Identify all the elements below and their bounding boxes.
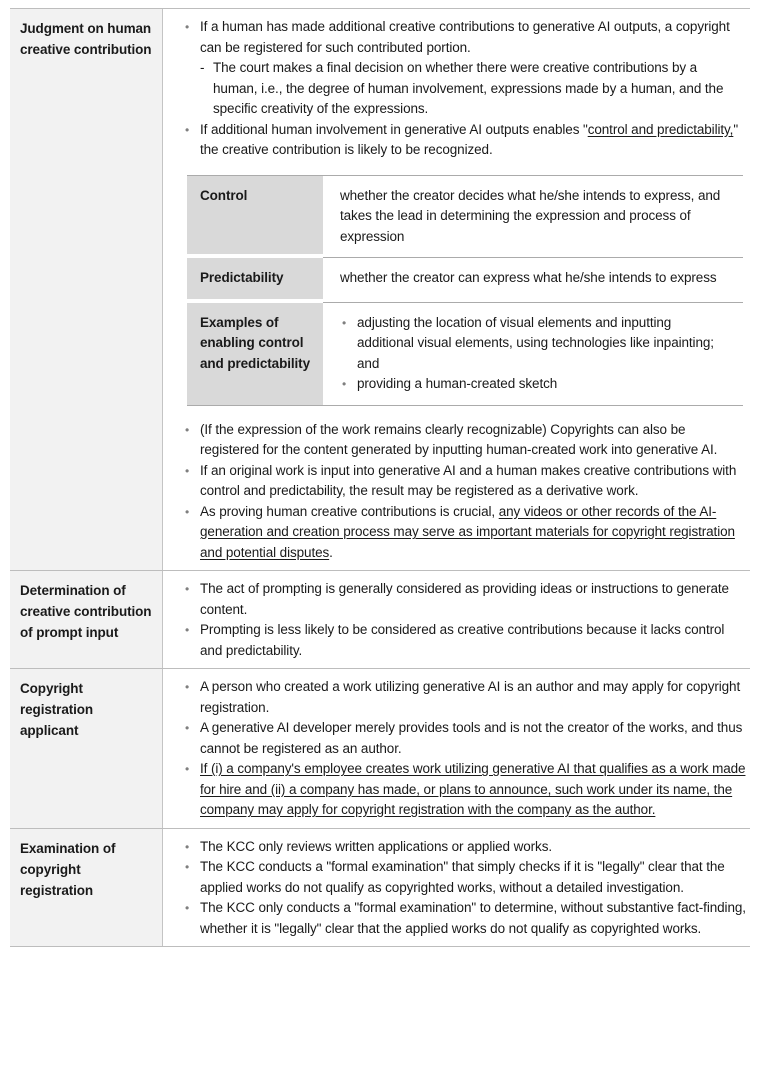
criteria-text (323, 303, 743, 405)
criteria-text: whether the creator can express what he/she intends to express (323, 258, 743, 303)
criteria-table (187, 175, 743, 406)
list-item (163, 579, 748, 620)
policy-table (10, 8, 750, 947)
list-item-text: If a human has made additional creative contributions to generative AI outputs, a copyright can be registered for such contributed portion. (200, 19, 730, 55)
criteria-row-examples (187, 303, 743, 405)
list-item-text: The KCC only conducts a "formal examination" to determine, without substantive fact-finding, whether it is "legally" clear that the applied works do not qualify as copyrighted works. (200, 900, 746, 936)
table-row-judgment (10, 9, 750, 571)
list-item (163, 837, 748, 858)
list-item-text: If an original work is input into generative AI and a human makes creative contributions with control and predictability, the result may be registered as a derivative work. (200, 462, 737, 498)
list-item-text: A person who created a work utilizing generative AI is an author and may apply for copyright registration. (200, 679, 741, 715)
row-content (163, 829, 750, 947)
row-content (163, 9, 750, 570)
list-item-text: Prompting is less likely to be considered as creative contributions because it lacks control and predictability. (200, 622, 725, 658)
criteria-list-item: • adjusting the location of visual elements and inputting additional visual elements, using technologies like inpainting; and (340, 313, 729, 375)
underlined-text: If (i) a company's employee creates work utilizing generative AI that qualifies as a work made for hire and (ii) a company has made, or plans to announce, such work under its name, the company may apply for copyright registration with the company as the author. (200, 761, 746, 817)
criteria-label: Control (187, 176, 323, 259)
list-item-text: The KCC conducts a "formal examination" that simply checks if it is "legally" clear that the applied works do not qualify as copyrighted works, without a detailed investigation. (200, 859, 725, 895)
list-item (163, 461, 748, 502)
list-item-text: As proving human creative contributions is crucial, (200, 503, 499, 519)
list-item-text: The act of prompting is generally considered as providing ideas or instructions to generate content. (200, 581, 729, 617)
row-header: Judgment on human creative contribution (10, 9, 163, 570)
table-row-applicant (10, 669, 750, 829)
criteria-text: whether the creator decides what he/she intends to express, and takes the lead in determining the expression and process of expression (323, 176, 743, 259)
list-item (163, 420, 748, 461)
list-item (163, 502, 748, 564)
row-content (163, 669, 750, 828)
list-item-text: (If the expression of the work remains clearly recognizable) Copyrights can also be registered for the content generated by inputting human-created work into generative AI. (200, 421, 718, 457)
row-content (163, 571, 750, 668)
list-item-text: The KCC only reviews written applications or applied works. (200, 838, 553, 854)
list-item (163, 718, 748, 759)
list-item-text: . (329, 544, 333, 560)
table-row-prompt-input (10, 571, 750, 669)
list-item (163, 120, 748, 161)
table-row-examination (10, 829, 750, 948)
list-item (163, 898, 748, 939)
sub-list-item-text: The court makes a final decision on whether there were creative contributions by a human, i.e., the degree of human involvement, expressions made by a human, and the specific creativity of the expressions. (213, 60, 724, 116)
list-item (163, 857, 748, 898)
criteria-list-item: • providing a human-created sketch (340, 374, 729, 395)
criteria-row-control (187, 176, 743, 259)
list-item (163, 620, 748, 661)
row-header: Determination of creative contribution of prompt input (10, 571, 163, 668)
list-item (163, 759, 748, 821)
sub-list-item (200, 58, 748, 120)
row-header: Copyright registration applicant (10, 669, 163, 828)
row-header: Examination of copyright registration (10, 829, 163, 947)
list-item-text: " the creative contribution is likely to be recognized. (200, 121, 739, 157)
underlined-text: control and predictability, (587, 121, 734, 137)
criteria-label: Predictability (187, 258, 323, 303)
list-item-text: If additional human involvement in generative AI outputs enables " (200, 121, 588, 137)
list-item (163, 677, 748, 718)
list-item-text: A generative AI developer merely provides tools and is not the creator of the works, and thus cannot be registered as an author. (200, 720, 743, 756)
list-item (163, 17, 748, 120)
criteria-row-predictability (187, 258, 743, 303)
criteria-label: Examples of enabling control and predictability (187, 303, 323, 405)
underlined-text: any videos or other records of the AI-generation and creation process may serve as important materials for copyright registration and potential disputes (200, 503, 735, 560)
